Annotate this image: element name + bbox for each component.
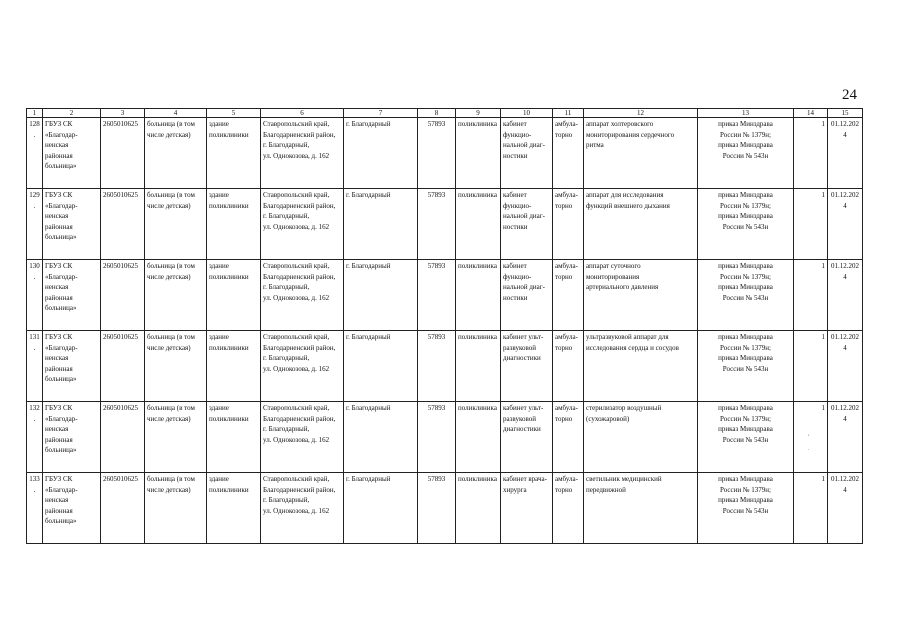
column-number: 10 <box>501 109 553 118</box>
organization-name: ГБУЗ СК «Благодар- ненская районная больница» <box>43 189 101 260</box>
stray-mark: . <box>808 446 810 452</box>
legal-basis: приказ Минздрава России № 1379н; приказ Минздрава России № 543н <box>698 260 794 331</box>
care-mode: амбула- торно <box>553 260 584 331</box>
org-code: 2605010625 <box>101 118 145 189</box>
org-code: 2605010625 <box>101 402 145 473</box>
column-number: 5 <box>207 109 261 118</box>
quantity: 1 <box>794 473 828 544</box>
equipment-name: ультразвуковой аппарат для исследования сердца и сосудов <box>584 331 698 402</box>
care-mode: амбула- торно <box>553 331 584 402</box>
facility-type: больница (в том числе детская) <box>145 189 207 260</box>
column-number: 12 <box>584 109 698 118</box>
equipment-name: аппарат для исследования функций внешнего дыхания <box>584 189 698 260</box>
room-name: кабинет ульт- развуковой диагностики <box>501 402 553 473</box>
building-name: здание поликлиники <box>207 331 261 402</box>
quantity: 1 <box>794 118 828 189</box>
date: 01.12.2024 <box>828 331 863 402</box>
date: 01.12.2024 <box>828 402 863 473</box>
row-number: 128. <box>27 118 43 189</box>
room-name: кабинет ульт- развуковой диагностики <box>501 331 553 402</box>
locality: г. Благодарный <box>344 189 418 260</box>
quantity: 1 <box>794 189 828 260</box>
population: 57893 <box>418 473 456 544</box>
legal-basis: приказ Минздрава России № 1379н; приказ Минздрава России № 543н <box>698 331 794 402</box>
table-row <box>27 189 863 260</box>
locality: г. Благодарный <box>344 331 418 402</box>
department: поликлиника <box>456 473 501 544</box>
equipment-name: аппарат суточного мониторирования артериального давления <box>584 260 698 331</box>
row-number: 131. <box>27 331 43 402</box>
equipment-table <box>26 108 863 544</box>
department: поликлиника <box>456 402 501 473</box>
room-name: кабинет функцио- нальной диаг- ностики <box>501 118 553 189</box>
column-number: 13 <box>698 109 794 118</box>
building-name: здание поликлиники <box>207 473 261 544</box>
room-name: кабинет функцио- нальной диаг- ностики <box>501 260 553 331</box>
column-numbers-row <box>27 109 863 118</box>
address: Ставропольский край, Благодарненский район, г. Благодарный, ул. Однокозова, д. 162 <box>261 331 344 402</box>
equipment-name: стерилизатор воздушный (сухожаровой) <box>584 402 698 473</box>
organization-name: ГБУЗ СК «Благодар- ненская районная больница» <box>43 402 101 473</box>
table-row <box>27 118 863 189</box>
row-number: 129. <box>27 189 43 260</box>
row-number: 132. <box>27 402 43 473</box>
column-number: 7 <box>344 109 418 118</box>
table-row <box>27 402 863 473</box>
column-number: 3 <box>101 109 145 118</box>
equipment-name: аппарат холтеровского мониторирования сердечного ритма <box>584 118 698 189</box>
address: Ставропольский край, Благодарненский район, г. Благодарный, ул. Однокозова, д. 162 <box>261 189 344 260</box>
room-name: кабинет функцио- нальной диаг- ностики <box>501 189 553 260</box>
building-name: здание поликлиники <box>207 402 261 473</box>
legal-basis: приказ Минздрава России № 1379н; приказ Минздрава России № 543н <box>698 118 794 189</box>
locality: г. Благодарный <box>344 118 418 189</box>
facility-type: больница (в том числе детская) <box>145 331 207 402</box>
building-name: здание поликлиники <box>207 118 261 189</box>
org-code: 2605010625 <box>101 331 145 402</box>
quantity: 1 <box>794 331 828 402</box>
population: 57893 <box>418 260 456 331</box>
quantity: 1 <box>794 260 828 331</box>
department: поликлиника <box>456 331 501 402</box>
org-code: 2605010625 <box>101 260 145 331</box>
legal-basis: приказ Минздрава России № 1379н; приказ Минздрава России № 543н <box>698 189 794 260</box>
date: 01.12.2024 <box>828 189 863 260</box>
department: поликлиника <box>456 260 501 331</box>
population: 57893 <box>418 118 456 189</box>
address: Ставропольский край, Благодарненский район, г. Благодарный, ул. Однокозова, д. 162 <box>261 473 344 544</box>
population: 57893 <box>418 402 456 473</box>
date: 01.12.2024 <box>828 118 863 189</box>
page-number: 24 <box>842 87 857 103</box>
building-name: здание поликлиники <box>207 189 261 260</box>
row-number: 130. <box>27 260 43 331</box>
row-number: 133. <box>27 473 43 544</box>
date: 01.12.2024 <box>828 473 863 544</box>
department: поликлиника <box>456 118 501 189</box>
locality: г. Благодарный <box>344 402 418 473</box>
organization-name: ГБУЗ СК «Благодар- ненская районная больница» <box>43 118 101 189</box>
column-number: 9 <box>456 109 501 118</box>
population: 57893 <box>418 331 456 402</box>
column-number: 6 <box>261 109 344 118</box>
care-mode: амбула- торно <box>553 402 584 473</box>
care-mode: амбула- торно <box>553 118 584 189</box>
column-number: 14 <box>794 109 828 118</box>
org-code: 2605010625 <box>101 189 145 260</box>
room-name: кабинет врача- хирурга <box>501 473 553 544</box>
column-number: 4 <box>145 109 207 118</box>
organization-name: ГБУЗ СК «Благодар- ненская районная больница» <box>43 260 101 331</box>
department: поликлиника <box>456 189 501 260</box>
address: Ставропольский край, Благодарненский район, г. Благодарный, ул. Однокозова, д. 162 <box>261 260 344 331</box>
column-number: 15 <box>828 109 863 118</box>
care-mode: амбула- торно <box>553 473 584 544</box>
care-mode: амбула- торно <box>553 189 584 260</box>
facility-type: больница (в том числе детская) <box>145 473 207 544</box>
table-row <box>27 331 863 402</box>
organization-name: ГБУЗ СК «Благодар- ненская районная больница» <box>43 473 101 544</box>
facility-type: больница (в том числе детская) <box>145 260 207 331</box>
date: 01.12.2024 <box>828 260 863 331</box>
address: Ставропольский край, Благодарненский район, г. Благодарный, ул. Однокозова, д. 162 <box>261 118 344 189</box>
legal-basis: приказ Минздрава России № 1379н; приказ Минздрава России № 543н <box>698 402 794 473</box>
quantity: 1 <box>794 402 828 473</box>
column-number: 1 <box>27 109 43 118</box>
locality: г. Благодарный <box>344 260 418 331</box>
org-code: 2605010625 <box>101 473 145 544</box>
building-name: здание поликлиники <box>207 260 261 331</box>
facility-type: больница (в том числе детская) <box>145 118 207 189</box>
column-number: 2 <box>43 109 101 118</box>
population: 57893 <box>418 189 456 260</box>
table-row <box>27 473 863 544</box>
address: Ставропольский край, Благодарненский район, г. Благодарный, ул. Однокозова, д. 162 <box>261 402 344 473</box>
locality: г. Благодарный <box>344 473 418 544</box>
column-number: 11 <box>553 109 584 118</box>
stray-mark: , <box>808 431 810 437</box>
facility-type: больница (в том числе детская) <box>145 402 207 473</box>
equipment-name: светильник медицинский передвижной <box>584 473 698 544</box>
organization-name: ГБУЗ СК «Благодар- ненская районная больница» <box>43 331 101 402</box>
column-number: 8 <box>418 109 456 118</box>
table-row <box>27 260 863 331</box>
legal-basis: приказ Минздрава России № 1379н; приказ Минздрава России № 543н <box>698 473 794 544</box>
